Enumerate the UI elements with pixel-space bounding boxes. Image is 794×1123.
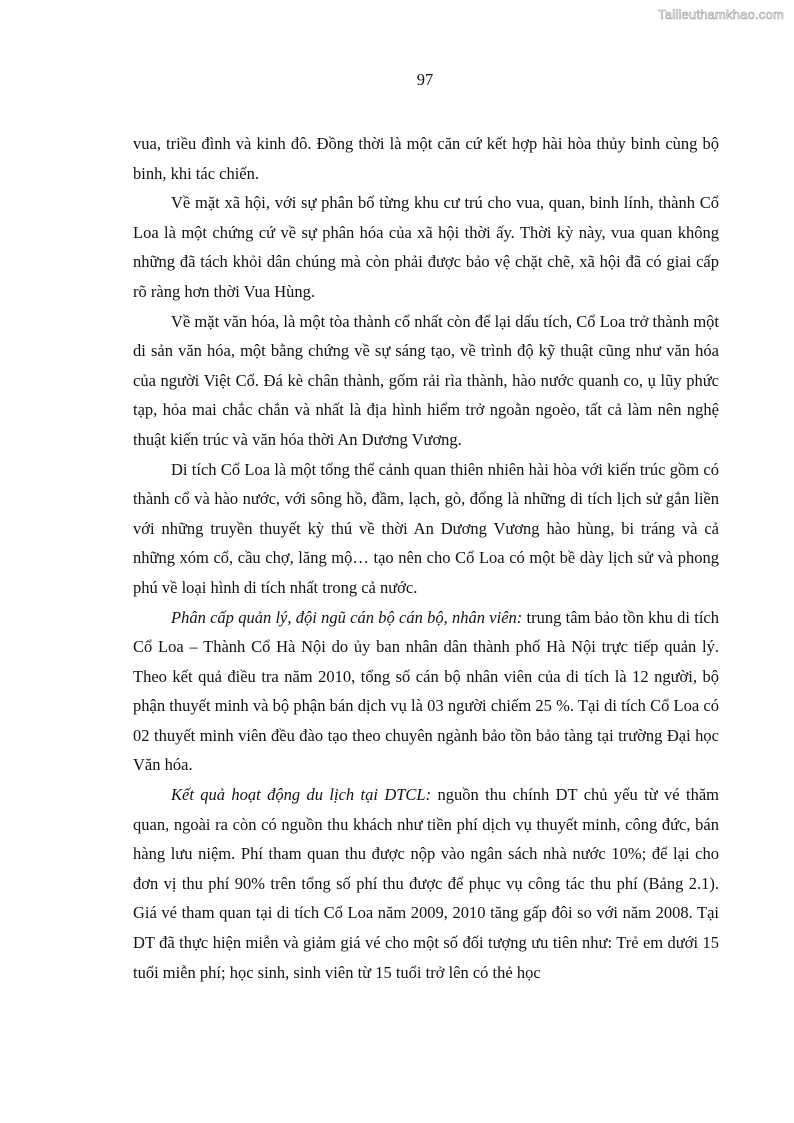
paragraph-cultural-aspect: Về mặt văn hóa, là một tòa thành cổ nhất còn để lại dấu tích, Cổ Loa trở thành một di sản văn hóa, một bằng chứng về sự sáng tạo, về trình độ kỹ thuật cũng như văn hóa của người Việt Cổ. Đá kè chân thành, gốm rải rìa thành, hào nước quanh co, ụ lũy phức tạp, hỏa mai chắc chắn và nhất là địa hình hiểm trở ngoằn ngoèo, tất cả làm nên nghệ thuật kiến trúc và văn hóa thời An Dương Vương. — [133, 311, 719, 449]
paragraph-management-lead: Phân cấp quản lý, đội ngũ cán bộ cán bộ, nhân viên: — [171, 607, 523, 627]
paragraph-tourism-results-lead: Kết quả hoạt động du lịch tại DTCL: — [171, 785, 432, 805]
paragraph-social-aspect: Về mặt xã hội, với sự phân bố từng khu cư trú cho vua, quan, binh lính, thành Cổ Loa là một chứng cứ về sự phân hóa của xã hội thời ấy. Thời kỳ này, vua quan không những đã tách khỏi dân chúng mà còn phải được bảo vệ chặt chẽ, xã hội đã có giai cấp rõ ràng hơn thời Vua Hùng. — [133, 193, 719, 301]
paragraph-management-text: trung tâm bảo tồn khu di tích Cổ Loa – Thành Cổ Hà Nội do ủy ban nhân dân thành phố Hà Nội trực tiếp quản lý. Theo kết quả điều tra năm 2010, tổng số cán bộ nhân viên của di tích là 12 người, bộ phận thuyết minh và bộ phận bán dịch vụ là 03 người chiếm 25 %. Tại di tích Cổ Loa có 02 thuyết minh viên đều đào tạo theo chuyên ngành bảo tồn bảo tàng tại trường Đại học Văn hóa. — [133, 607, 719, 775]
page-number: 97 — [416, 70, 434, 89]
paragraph-tourism-results-text: nguồn thu chính DT chủ yếu từ vé thăm quan, ngoài ra còn có nguồn thu khách như tiền phí dịch vụ thuyết minh, công đức, bán hàng lưu niệm. Phí tham quan thu được nộp vào ngân sách nhà nước 10%; để lại cho đơn vị thu phí 90% trên tổng số phí thu được để phục vụ công tác thu phí (Bảng 2.1). Giá vé tham quan tại di tích Cổ Loa năm 2009, 2010 tăng gấp đôi so với năm 2008. Tại DT đã thực hiện miễn và giảm giá vé cho một số đối tượng ưu tiên như: Trẻ em dưới 15 tuổi miễn phí; học sinh, sinh viên từ 15 tuổi trở lên có thẻ học — [133, 785, 719, 982]
paragraph-continuation: vua, triều đình và kinh đô. Đồng thời là một căn cứ kết hợp hài hòa thủy binh cùng bộ binh, khi tác chiến. — [133, 134, 719, 183]
document-body — [133, 129, 719, 987]
paragraph-management — [133, 603, 719, 781]
paragraph-tourism-results — [133, 780, 719, 987]
watermark-text: Tailieuthamkhao.com — [658, 7, 784, 22]
paragraph-landscape: Di tích Cổ Loa là một tổng thể cảnh quan thiên nhiên hài hòa với kiến trúc gồm có thành cổ và hào nước, với sông hồ, đầm, lạch, gò, đống là những di tích lịch sử gắn liền với những truyền thuyết kỳ thú về thời An Dương Vương hào hùng, bi tráng và cả những xóm cổ, cầu chợ, lăng mộ… tạo nên cho Cổ Loa có một bề dày lịch sử và phong phú về loại hình di tích nhất trong cả nước. — [133, 459, 719, 597]
